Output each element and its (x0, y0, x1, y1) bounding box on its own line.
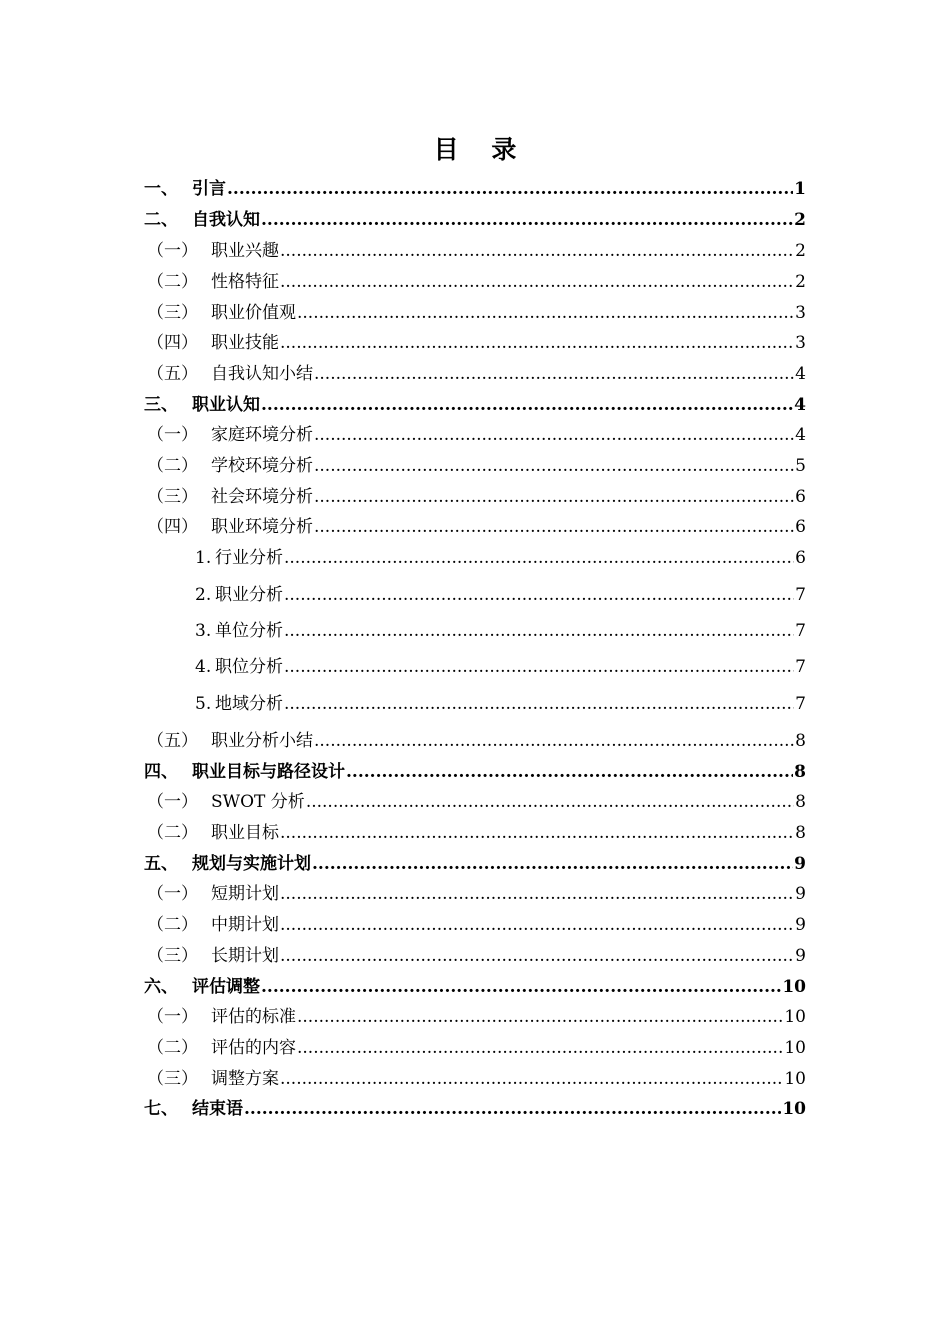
toc-entry-page-number: 7 (795, 694, 806, 714)
toc-dot-leader (261, 976, 781, 998)
toc-entry-number: 五、 (144, 854, 178, 874)
toc-entry-title: 社会环境分析 (211, 487, 313, 507)
toc-dot-leader (284, 620, 794, 642)
toc-dot-leader (280, 945, 794, 967)
toc-entry-page-number: 6 (795, 548, 806, 568)
toc-entry-title: 评估的内容 (211, 1038, 296, 1058)
toc-entry-page-number: 4 (795, 364, 806, 384)
toc-dot-leader (314, 455, 794, 477)
toc-dot-leader (314, 730, 794, 752)
toc-entry-number: （一） (147, 241, 198, 261)
toc-entry[interactable] (144, 1094, 806, 1120)
toc-entry-title: 结束语 (192, 1099, 243, 1119)
toc-entry-page-number: 2 (795, 272, 806, 292)
toc-entry-number: 七、 (144, 1099, 178, 1119)
toc-dot-leader (314, 516, 794, 538)
toc-entry-number: 2. (195, 585, 212, 605)
toc-entry-number: （二） (147, 1038, 198, 1058)
toc-entry-title: 行业分析 (215, 548, 283, 568)
toc-entry-title: 职业价值观 (211, 303, 296, 323)
toc-entry-number: 二、 (144, 210, 178, 230)
toc-entry-number: （四） (147, 333, 198, 353)
toc-entry-title: 评估调整 (192, 977, 260, 997)
toc-entry-page-number: 2 (794, 210, 806, 230)
toc-entry-number: 六、 (144, 977, 178, 997)
toc-dot-leader (284, 693, 794, 715)
toc-entry-page-number: 4 (794, 395, 806, 415)
toc-entry-title: 中期计划 (211, 915, 279, 935)
toc-entry-page-number: 3 (795, 303, 806, 323)
toc-entry[interactable] (147, 236, 806, 262)
toc-entry-title: 职业分析小结 (211, 731, 313, 751)
toc-entry-number: 5. (195, 694, 212, 714)
toc-entry-number: 三、 (144, 395, 178, 415)
toc-entry-page-number: 8 (795, 823, 806, 843)
toc-entry-number: （二） (147, 823, 198, 843)
toc-entry-title: 性格特征 (211, 272, 279, 292)
toc-dot-leader (280, 240, 794, 262)
toc-entry-page-number: 10 (784, 1038, 806, 1058)
toc-dot-leader (297, 302, 794, 324)
toc-dot-leader (261, 209, 793, 231)
toc-dot-leader (261, 394, 793, 416)
toc-dot-leader (280, 822, 794, 844)
toc-dot-leader (280, 271, 794, 293)
toc-entry-page-number: 7 (795, 657, 806, 677)
toc-entry-number: （一） (147, 792, 198, 812)
toc-entry[interactable] (195, 616, 806, 642)
toc-entry-number: （一） (147, 1007, 198, 1027)
toc-entry-number: （一） (147, 884, 198, 904)
toc-entry-title: 职业分析 (215, 585, 283, 605)
toc-entry-number: （一） (147, 425, 198, 445)
toc-entry[interactable] (195, 580, 806, 606)
toc-dot-leader (312, 853, 793, 875)
toc-entry[interactable] (147, 1002, 806, 1028)
toc-entry-number: （三） (147, 946, 198, 966)
toc-entry-title: 学校环境分析 (211, 456, 313, 476)
toc-entry-number: （五） (147, 364, 198, 384)
toc-entry[interactable] (147, 726, 806, 752)
toc-entry[interactable] (147, 267, 806, 293)
toc-entry-title: 职业目标 (211, 823, 279, 843)
toc-entry[interactable] (147, 451, 806, 477)
toc-dot-leader (284, 584, 794, 606)
toc-dot-leader (280, 883, 794, 905)
toc-entry-page-number: 4 (795, 425, 806, 445)
toc-entry-title: 评估的标准 (211, 1007, 296, 1027)
toc-entry-title: 引言 (192, 179, 226, 199)
toc-entry[interactable] (147, 482, 806, 508)
toc-entry-page-number: 8 (795, 731, 806, 751)
toc-entry-number: 1. (195, 548, 212, 568)
toc-entry[interactable] (144, 849, 806, 875)
toc-entry-number: （三） (147, 1069, 198, 1089)
toc-dot-leader (280, 914, 794, 936)
toc-entry[interactable] (147, 1064, 806, 1090)
toc-entry-title: 调整方案 (211, 1069, 279, 1089)
toc-entry-number: 一、 (144, 179, 178, 199)
toc-entry-page-number: 8 (795, 792, 806, 812)
toc-entry-title: 规划与实施计划 (192, 854, 311, 874)
toc-entry-page-number: 9 (795, 915, 806, 935)
toc-entry-number: （三） (147, 487, 198, 507)
toc-entry[interactable] (147, 328, 806, 354)
toc-entry[interactable] (144, 205, 806, 231)
toc-entry-number: 四、 (144, 762, 178, 782)
toc-entry-page-number: 5 (795, 456, 806, 476)
toc-entry-number: （四） (147, 517, 198, 537)
toc-dot-leader (280, 332, 794, 354)
toc-entry-page-number: 9 (795, 946, 806, 966)
toc-entry[interactable] (147, 879, 806, 905)
toc-dot-leader (284, 547, 794, 569)
toc-entry-title: 职业兴趣 (211, 241, 279, 261)
toc-dot-leader (297, 1037, 783, 1059)
toc-entry-page-number: 7 (795, 585, 806, 605)
toc-entry-title: 短期计划 (211, 884, 279, 904)
toc-dot-leader (306, 791, 794, 813)
toc-dot-leader (280, 1068, 783, 1090)
toc-entry-title: 地域分析 (215, 694, 283, 714)
toc-dot-leader (227, 178, 793, 200)
toc-entry-number: 3. (195, 621, 212, 641)
toc-entry-page-number: 1 (794, 179, 806, 199)
toc-entry-title: 单位分析 (215, 621, 283, 641)
toc-entry-title: 职业认知 (192, 395, 260, 415)
toc-entry[interactable] (147, 420, 806, 446)
toc-dot-leader (244, 1098, 781, 1120)
toc-entry[interactable] (147, 910, 806, 936)
toc-entry-title: 家庭环境分析 (211, 425, 313, 445)
toc-entry-page-number: 10 (782, 1099, 806, 1119)
toc-dot-leader (314, 424, 794, 446)
toc-entry[interactable] (147, 512, 806, 538)
toc-entry-page-number: 6 (795, 487, 806, 507)
toc-dot-leader (284, 656, 794, 678)
toc-entry-page-number: 6 (795, 517, 806, 537)
toc-entry-number: （二） (147, 272, 198, 292)
toc-entry-title: 职业技能 (211, 333, 279, 353)
toc-entry-title: 职业目标与路径设计 (192, 762, 345, 782)
toc-entry-title: 职位分析 (215, 657, 283, 677)
toc-entry[interactable] (195, 543, 806, 569)
toc-entry-page-number: 10 (784, 1069, 806, 1089)
toc-dot-leader (297, 1006, 783, 1028)
toc-entry-page-number: 3 (795, 333, 806, 353)
toc-entry[interactable] (195, 689, 806, 715)
toc-entry[interactable] (147, 787, 806, 813)
toc-entry-number: （五） (147, 731, 198, 751)
toc-entry-title: 长期计划 (211, 946, 279, 966)
toc-entry-title: SWOT 分析 (211, 792, 305, 812)
toc-entry-page-number: 8 (794, 762, 806, 782)
toc-entry-number: （二） (147, 915, 198, 935)
toc-dot-leader (314, 486, 794, 508)
toc-entry-page-number: 10 (782, 977, 806, 997)
toc-entry[interactable] (147, 941, 806, 967)
toc-entry-number: 4. (195, 657, 212, 677)
toc-entry-number: （二） (147, 456, 198, 476)
toc-entry-title: 自我认知 (192, 210, 260, 230)
toc-entry-page-number: 2 (795, 241, 806, 261)
toc-entry[interactable] (147, 359, 806, 385)
toc-title: 目 录 (433, 135, 529, 164)
toc-entry[interactable] (147, 1033, 806, 1059)
toc-entry[interactable] (147, 298, 806, 324)
toc-entry[interactable] (144, 174, 806, 200)
toc-entry-page-number: 9 (794, 854, 806, 874)
toc-entry-page-number: 10 (784, 1007, 806, 1027)
toc-entry[interactable] (144, 972, 806, 998)
toc-entry[interactable] (144, 757, 806, 783)
toc-entry[interactable] (147, 818, 806, 844)
toc-dot-leader (314, 363, 794, 385)
toc-entry-number: （三） (147, 303, 198, 323)
toc-entry-title: 职业环境分析 (211, 517, 313, 537)
toc-entry[interactable] (195, 652, 806, 678)
toc-entry-page-number: 9 (795, 884, 806, 904)
toc-entry-title: 自我认知小结 (211, 364, 313, 384)
toc-dot-leader (346, 761, 793, 783)
toc-entry[interactable] (144, 390, 806, 416)
toc-entry-page-number: 7 (795, 621, 806, 641)
